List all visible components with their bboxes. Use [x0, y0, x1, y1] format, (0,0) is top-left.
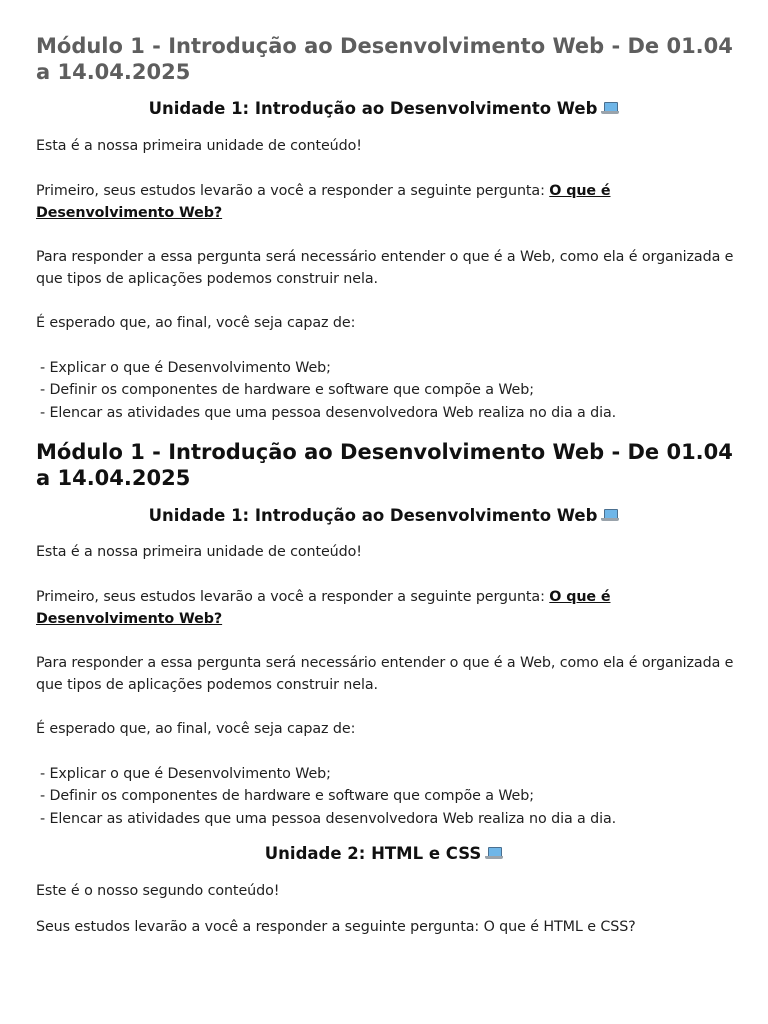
goals-list: [36, 763, 736, 830]
module-title: Módulo 1 - Introdução ao Desenvolvimento Web - De 01.04 a 14.04.2025: [36, 34, 733, 84]
laptop-icon: [485, 846, 503, 860]
goal-item: - Explicar o que é Desenvolvimento Web;: [40, 766, 331, 782]
question-link[interactable]: O que é Desenvolvimento Web?: [36, 183, 611, 222]
unit-title-text: Unidade 1: Introdução ao Desenvolvimento Web: [148, 99, 598, 118]
explanation-text: Para responder a essa pergunta será necessário entender o que é a Web, como ela é organizada e que tipos de aplicações podemos construir nela.: [36, 249, 734, 288]
unit-title: [36, 98, 732, 120]
intro-text: Esta é a nossa primeira unidade de conteúdo!: [36, 138, 362, 154]
laptop-icon: [601, 101, 619, 115]
question-paragraph: [36, 180, 736, 225]
question-text: Seus estudos levarão a você a responder a seguinte pergunta: O que é HTML e CSS?: [36, 919, 636, 935]
unit-title: [36, 843, 732, 865]
expected-text: É esperado que, ao final, você seja capaz de:: [36, 315, 356, 331]
unit-title-text: Unidade 1: Introdução ao Desenvolvimento Web: [148, 506, 598, 525]
unit-title-text: Unidade 2: HTML e CSS: [264, 844, 482, 863]
goal-item: - Explicar o que é Desenvolvimento Web;: [40, 360, 331, 376]
goal-item: - Definir os componentes de hardware e software que compõe a Web;: [40, 382, 534, 399]
explanation-text: Para responder a essa pergunta será necessário entender o que é a Web, como ela é organizada e que tipos de aplicações podemos construir nela.: [36, 655, 734, 694]
module-title: Módulo 1 - Introdução ao Desenvolvimento Web - De 01.04 a 14.04.2025: [36, 440, 733, 490]
goal-item: - Elencar as atividades que uma pessoa desenvolvedora Web realiza no dia a dia.: [40, 810, 617, 827]
goal-item: - Elencar as atividades que uma pessoa desenvolvedora Web realiza no dia a dia.: [40, 404, 617, 421]
goals-list: [36, 357, 736, 424]
unit-title: [36, 505, 732, 527]
laptop-icon: [601, 508, 619, 522]
intro-text: Esta é a nossa primeira unidade de conteúdo!: [36, 544, 362, 560]
goal-item: - Definir os componentes de hardware e software que compõe a Web;: [40, 788, 534, 805]
question-prefix: Primeiro, seus estudos levarão a você a responder a seguinte pergunta:: [36, 589, 550, 605]
expected-text: É esperado que, ao final, você seja capaz de:: [36, 721, 356, 737]
intro-text: Este é o nosso segundo conteúdo!: [36, 883, 280, 899]
question-paragraph: [36, 586, 736, 631]
question-link[interactable]: O que é Desenvolvimento Web?: [36, 589, 611, 628]
question-prefix: Primeiro, seus estudos levarão a você a responder a seguinte pergunta:: [36, 183, 550, 199]
